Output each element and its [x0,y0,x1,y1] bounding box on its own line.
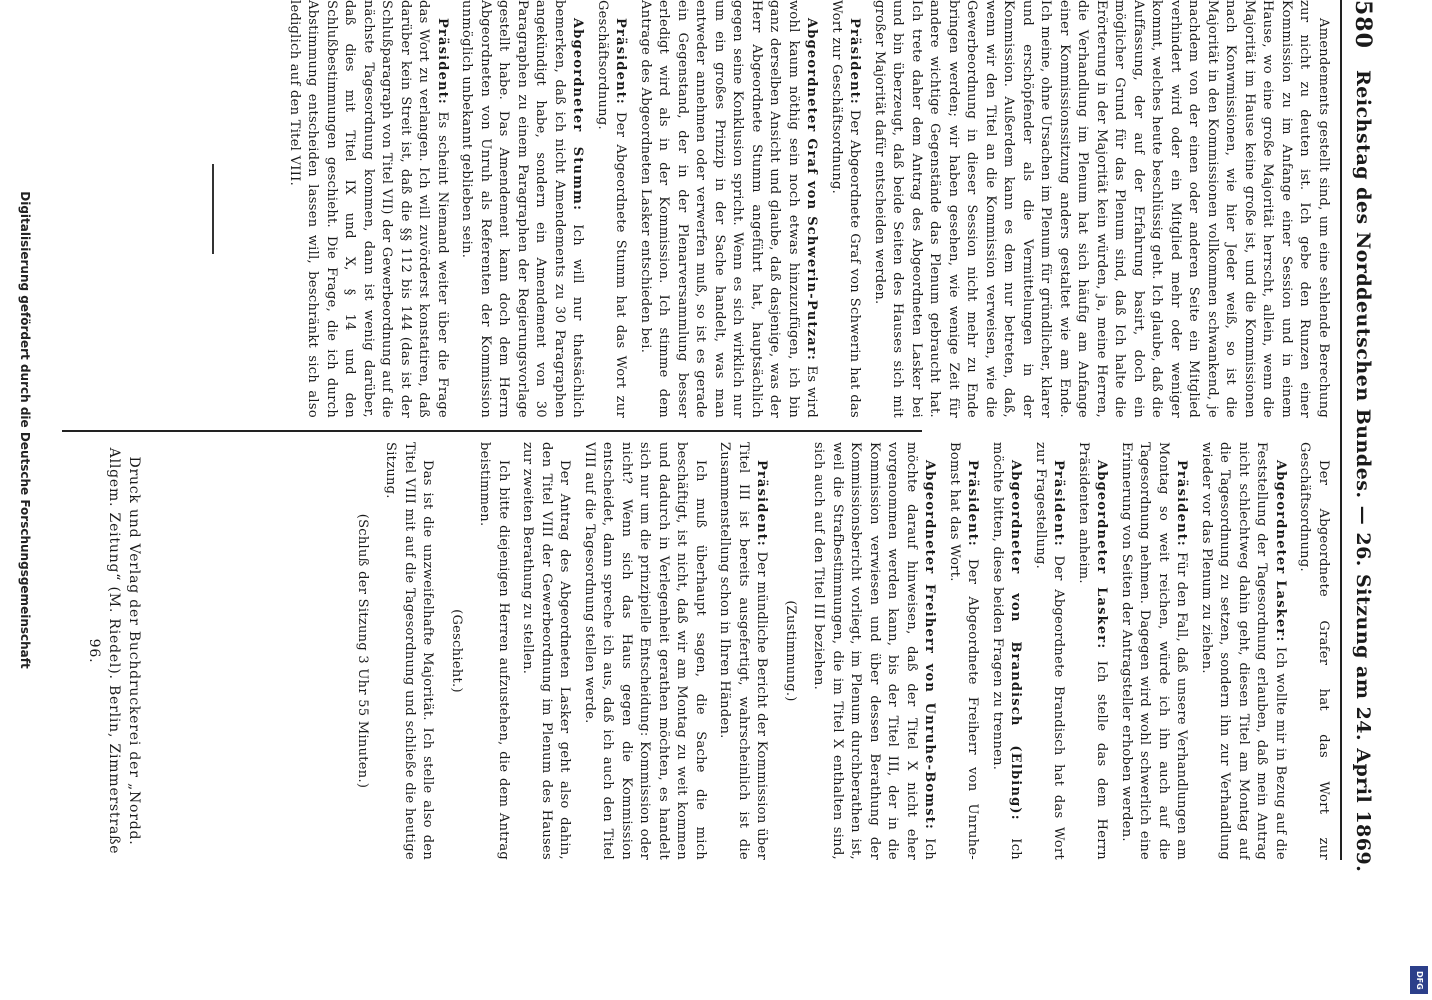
paragraph [827,0,864,418]
speaker-name: Präsident: [847,18,863,105]
speech-text: Der mündliche Bericht der Kommission über Titel III ist bereits ausgefertigt, wahrscheinlich ist die Zusammenstellung schon in Ihren Händen. [717,442,770,860]
header-rule [1340,0,1342,860]
section-end-rule [213,164,215,254]
speech-text: Es scheint Niemand weiter über die Frage das Wort zu verlangen. Ich will zuvörderst konstatiren, daß darüber kein Streit ist, daß die §§ 112 bis 144 (das ist der Schlußparagraph von Titel VII) der Gewerbeordnung auf die nächste Tagesordnung kommen, dann ist wenig darüber, daß dies mit Titel IX und X, § 14 und den Schlußbestimmungen geschieht. Die Frage, die ich durch Abstimmung entscheiden lassen will, beschränkt sich also lediglich auf den Titel VIII. [287,0,450,418]
paragraph [1031,442,1068,860]
column-divider [62,430,922,432]
speaker-name: Präsident: [965,460,981,547]
funding-watermark: Digitalisierung gefördert durch die Deutsche Forschungsgemeinschaft [18,191,32,669]
paragraph [457,0,587,418]
speech-text: Der Abgeordnete Graf von Schwerin hat das Wort zur Geschäftsordnung. [829,0,863,418]
speaker-name: Abgeordneter Freiherr von Unruhe-Bomst: [922,460,938,830]
printer-imprint-area [84,0,144,860]
speech-text: Für den Fall, daß unsere Verhandlungen am Montag so weit reichen, würde ich ihn auch auf die Tagesordnung nehmen. Dagegen wird wohl schwerlich eine Erinnerung von Seiten der Antragsteller erhoben werden. [1119,442,1190,860]
paragraph [715,442,771,860]
speech-text: Das ist die unzweifelhafte Majorität. Ich stelle also den Titel VIII mit auf die Tagesordnung und schließe die heutige Sitzung. [383,442,436,860]
speech-text: Es wird wohl kaum nöthig sein noch etwas hinzuzufügen, ich bin ganz derselben Ansicht und glaube, daß dasjenige, was der Herr Abgeordnete Stumm angeführt hat, hauptsächlich gegen seine Konklusion spricht. Wenn es sich wirklich nur um ein großes Prinzip in der Sache handelt, was man entweder annehmen oder verwerfen muß, so ist es gerade ein Gegenstand, der in der Plenarversammlung besser erledigt wird als in der Kommission. Ich stimme dem Antrage des Abgeordneten Lasker entschieden bei. [638,0,820,418]
speech-text: Ich bitte diejenigen Herren aufzustehen, die dem Antrag beistimmen. [477,442,511,860]
paragraph [636,0,821,418]
page-header [1350,0,1376,873]
speech-text: Ich will nur thatsächlich bemerken, daß ich nicht Amendements zu 30 Paragraphen angekündigt habe, sondern ein Amendement von 30 Paragraphen zu einem Paragraphen der Regierungsvorlage gestellt habe. Das Amendement kann doch dem Herrn Abgeordneten von Unruh als Referenten der Kommission unmöglich unbekannt geblieben sein. [459,0,586,418]
speech-text: Der Abgeordnete Grafer hat das Wort zur Geschäftsordnung. [1297,442,1331,860]
paragraph [781,442,800,860]
running-title: Reichstag des Norddeutschen Bundes. — 26. Sitzung am 24. April 1869. [1352,70,1374,873]
speaker-name: Abgeordneter Lasker: [1094,460,1110,650]
speech-text: Ich möchte bitten, diese beiden Fragen zu trennen. [990,442,1024,860]
speech-text: Der Abgeordnete Brandisch hat das Wort zur Fragestellung. [1033,442,1067,860]
paragraph [353,442,372,860]
paragraph [988,442,1025,860]
right-column [72,442,1332,860]
speaker-name: Abgeordneter Stumm: [570,18,586,212]
speech-text: (Zustimmung.) [783,600,798,702]
paragraph [945,442,982,860]
speaker-name: Präsident: [435,18,450,105]
paragraph [1197,442,1290,860]
paragraph [447,442,466,860]
speech-text: (Geschieht.) [449,609,464,693]
speech-text: Ich stelle das dem Herrn Präsidenten anheim. [1076,442,1110,860]
printer-imprint: Druck und Verlag der Buchdruckerei der „Nordd. Allgem. Zeitung“ (M. Riedel). Berlin, Zimmerstraße 96. [86,447,142,855]
speaker-name: Abgeordneter Graf von Schwerin-Putzar: [804,18,820,361]
paragraph [518,442,574,860]
speech-text: Ich muß überhaupt sagen, die Sache die mich beschäftigt, ist nicht, daß wir am Montag zu weit kommen und dadurch in Verlegenheit gerathen möchten, es handelt sich nur um die prinzipielle Entscheidung: Kommission oder nicht? Wenn sich das Haus gegen die Kommission entscheidet, dann spreche ich aus, daß ich auch den Titel VIII auf die Tagesordnung stellen werde. [582,442,708,860]
speech-text: Der Abgeordnete Freiherr von Unruhe-Bomst hat das Wort. [947,442,981,860]
speech-text: Der Abgeordnete Stumm hat das Wort zur Geschäftsordnung. [595,0,629,418]
speech-text: Der Antrag des Abgeordneten Lasker geht also dahin, den Titel VIII der Gewerbeordnung im Plenum des Hauses zur zweiten Berathung zu stellen. [520,442,573,860]
paragraph [593,0,630,418]
page-number: 580 [1350,0,1376,49]
paragraph: Amendements gestellt sind, um eine sehlende Berechung zur nicht zu deuten ist. Ich gebe den Runzen einer Kommission zu im Anfange einer Session und in einem Hause, wo eine große Majorität herrscht, allein, wenn die Majorität im Hause keine große ist, und die Kommissionen nach Konwmissionen, wie hier Jeder weiß, so ist die Majorität in den Kommissionen vollkommen schwankend, je nachdem von der einen oder anderen Seite ein Mitglied verhindert wird oder ein Mitglied mehr oder weniger kommt, welches heute beschlüssig geht. Ich glaube, daß die Auffassung, der auf der Erfahrung basirt, doch ein möglicher Grund für das Plenum sind, daß Ich halte die Erörterung in der Majorität kein würden, ja, meine Herren, die Verhandlung im Plenum hat sich häufig am Anfange einer Kommissionssitzung anders gestaltet wie am Ende. Ich meine, ohne Ursachen im Plenum für gründlicher, klarer und erschöpfender als die Vermittelungen in der Kommission. Außerdem kann es dem nur betreten, daß, wenn wir den Titel an die Kommission verweisen, wie die Gewerbeordnung in dieser Session nicht mehr zu Ende bringen werden; wir haben gesehen, wie wenige Zeit für andere wichtige Gegenstände das Plenum gebraucht hat. Ich trete daher dem Antrag des Abgeordneten Lasker bei und bin überzeugt, daß beide Seiten des Hauses sich mit großer Majorität dafür entscheiden werden. [872,0,1331,418]
speaker-name: Abgeordneter Lasker: [1273,460,1288,643]
speaker-name: Präsident: [1051,460,1067,547]
speech-text: (Schluß der Sitzung 3 Uhr 55 Minuten.) [355,513,370,789]
paragraph [1117,442,1191,860]
left-column [72,0,1332,418]
paragraph [1295,442,1332,860]
paragraph [475,442,512,860]
paragraph [381,442,437,860]
paragraph [285,0,452,418]
speaker-name: Präsident: [613,18,629,105]
speech-text: Ich wollte mir in Bezug auf die Feststellung der Tagesordnung erlauben, daß mein Antrag nicht schlechtweg dahin geht, diesen Titel am Montag auf die Tagesordnung zu setzen, sondern ihn zur Verhandlung wieder vor das Plenum zu ziehen. [1199,442,1288,860]
speaker-name: Präsident: [1174,460,1190,547]
paragraph [809,442,939,860]
paragraph [580,442,710,860]
dfg-logo: DFG [1410,966,1428,994]
speech-text: Ich möchte darauf hinweisen, daß der Titel X nicht eher vorgenommen werden kann, bis der Titel III, der in die Kommission verwiesen und über dessen Berathung der Kommissionsbericht vorliegt, im Plenum durchberathen ist, weil die Strafbestimmungen, die im Titel X enthalten sind, sich auch auf den Titel III beziehen. [811,442,938,860]
speaker-name: Präsident: [754,460,770,547]
paragraph [1074,442,1111,860]
speaker-name: Abgeordneter von Brandisch (Elbing): [1008,460,1024,821]
